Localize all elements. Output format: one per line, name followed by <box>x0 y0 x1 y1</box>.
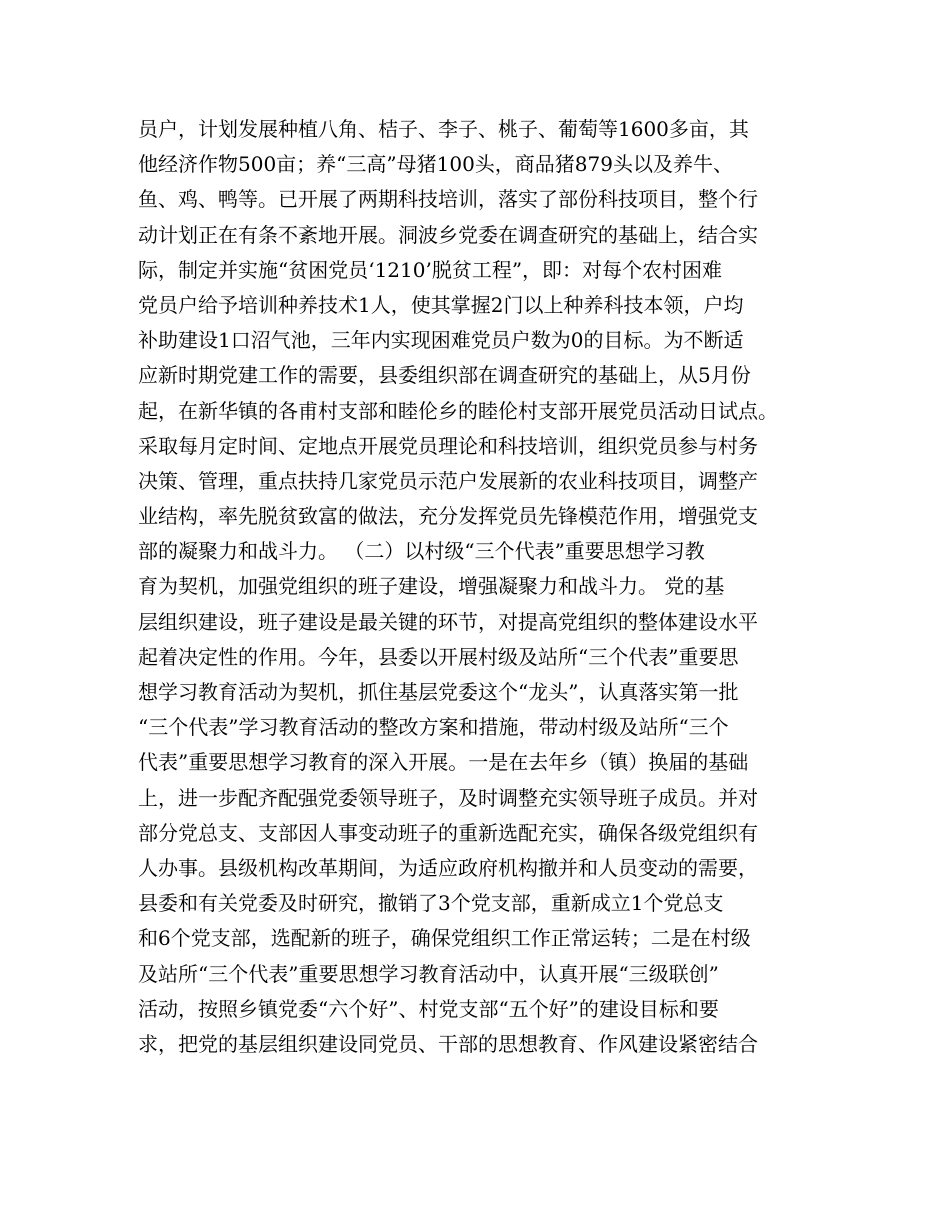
text-line: 和6个党支部，选配新的班子，确保党组织工作正常运转；二是在村级 <box>138 926 751 951</box>
text-line: 补助建设1口沼气池，三年内实现困难党员户数为0的目标。为不断适 <box>138 328 744 353</box>
text-line: 鱼、鸡、鸭等。已开展了两期科技培训，落实了部份科技项目，整个行 <box>138 187 758 212</box>
text-line: 党员户给予培训种养技术1人，使其掌握2门以上种养科技本领，户均 <box>138 292 744 317</box>
text-line: 及站所“三个代表”重要思想学习教育活动中，认真开展“三级联创” <box>138 961 719 986</box>
text-line: 应新时期党建工作的需要，县委组织部在调查研究的基础上，从5月份 <box>138 363 751 388</box>
text-line: 他经济作物500亩；养“三高”母猪100头，商品猪879头以及养牛、 <box>138 152 733 177</box>
text-line: “三个代表”学习教育活动的整改方案和措施，带动村级及站所“三个 <box>138 715 729 740</box>
body-text <box>138 112 838 1062</box>
text-line: 代表”重要思想学习教育的深入开展。一是在去年乡（镇）换届的基础 <box>138 750 749 775</box>
text-line: 层组织建设，班子建设是最关键的环节，对提高党组织的整体建设水平 <box>138 609 758 634</box>
text-line: 动计划正在有条不紊地开展。洞波乡党委在调查研究的基础上，结合实 <box>138 222 758 247</box>
text-line: 求，把党的基层组织建设同党员、干部的思想教育、作风建设紧密结合 <box>138 1031 758 1056</box>
text-line: 县委和有关党委及时研究，撤销了3个党支部，重新成立1个党总支 <box>138 891 724 916</box>
text-line: 起，在新华镇的各甫村支部和睦伦乡的睦伦村支部开展党员活动日试点。 <box>138 398 778 423</box>
text-line: 部的凝聚力和战斗力。 （二）以村级“三个代表”重要思想学习教 <box>138 539 705 564</box>
text-line: 际，制定并实施“贫困党员‘1210’脱贫工程”，即：对每个农村困难 <box>138 257 723 282</box>
text-line: 采取每月定时间、定地点开展党员理论和科技培训，组织党员参与村务 <box>138 433 758 458</box>
text-line: 业结构，率先脱贫致富的做法，充分发挥党员先锋模范作用，增强党支 <box>138 504 758 529</box>
text-line: 决策、管理，重点扶持几家党员示范户发展新的农业科技项目，调整产 <box>138 468 758 493</box>
text-line: 员户，计划发展种植八角、桔子、李子、桃子、葡萄等1600多亩，其 <box>138 117 749 141</box>
text-line: 想学习教育活动为契机，抓住基层党委这个“龙头”，认真落实第一批 <box>138 680 739 704</box>
text-line: 活动，按照乡镇党委“六个好”、村党支部“五个好”的建设目标和要 <box>138 996 719 1021</box>
text-line: 人办事。县级机构改革期间，为适应政府机构撤并和人员变动的需要， <box>138 855 758 880</box>
text-line: 育为契机，加强党组织的班子建设，增强凝聚力和战斗力。 党的基 <box>138 574 725 599</box>
text-line: 起着决定性的作用。今年，县委以开展村级及站所“三个代表”重要思 <box>138 644 739 669</box>
text-line: 部分党总支、支部因人事变动班子的重新选配充实，确保各级党组织有 <box>138 820 758 845</box>
text-line: 上，进一步配齐配强党委领导班子，及时调整充实领导班子成员。并对 <box>138 785 758 810</box>
